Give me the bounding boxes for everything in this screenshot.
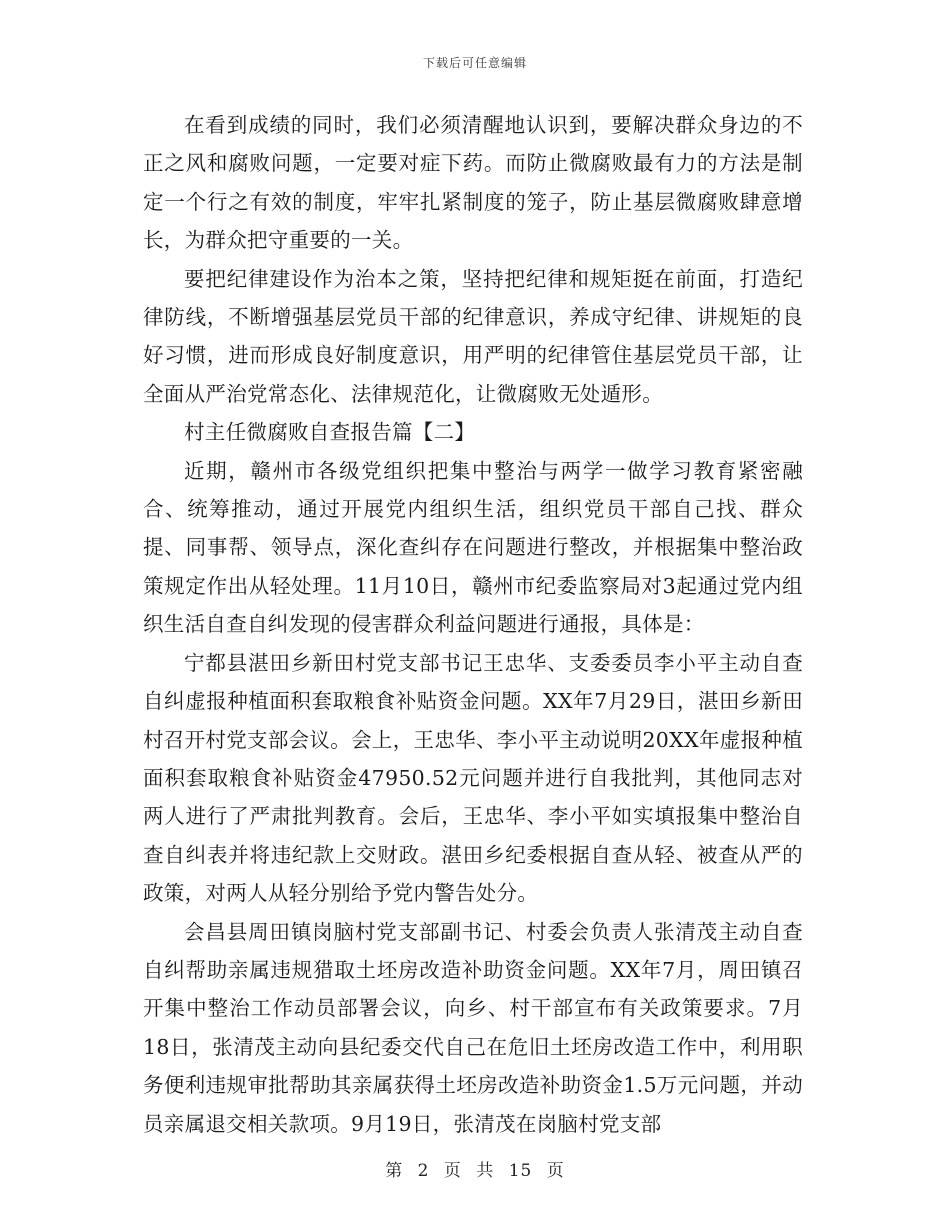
document-body bbox=[143, 106, 803, 1143]
page-header-note: 下载后可任意编辑 bbox=[422, 56, 527, 70]
paragraph-1: 在看到成绩的同时，我们必须清醒地认识到，要解决群众身边的不正之风和腐败问题，一定要对症下药。而防止微腐败最有力的方法是制定一个行之有效的制度，牢牢扎紧制度的笼子，防止基层微腐败肆意增长，为群众把守重要的一关。 bbox=[143, 113, 803, 253]
footer-page-word: 页 bbox=[443, 1161, 462, 1181]
paragraph-3: 近期，赣州市各级党组织把集中整治与两学一做学习教育紧密融合、统筹推动，通过开展党内组织生活，组织党员干部自己找、群众提、同事帮、领导点，深化查纠存在问题进行整改，并根据集中整治政策规定作出从轻处理。11月10日，赣州市纪委监察局对3起通过党内组织生活自查自纠发现的侵害群众利益问题进行通报，具体是： bbox=[143, 458, 803, 637]
page-footer bbox=[0, 1156, 950, 1181]
paragraph-2: 要把纪律建设作为治本之策，坚持把纪律和规矩挺在前面，打造纪律防线，不断增强基层党员干部的纪律意识，养成守纪律、讲规矩的良好习惯，进而形成良好制度意识，用严明的纪律管住基层党员干部，让全面从严治党常态化、法律规范化，让微腐败无处遁形。 bbox=[143, 266, 803, 406]
total-pages-number: 15 bbox=[508, 1161, 533, 1181]
footer-suffix: 页 bbox=[546, 1161, 565, 1181]
current-page-number: 2 bbox=[417, 1161, 430, 1181]
footer-total-word: 共 bbox=[476, 1161, 495, 1181]
paragraph-4: 宁都县湛田乡新田村党支部书记王忠华、支委委员李小平主动自查自纠虚报种植面积套取粮食补贴资金问题。XX年7月29日，湛田乡新田村召开村党支部会议。会上，王忠华、李小平主动说明20XX年虚报种植面积套取粮食补贴资金47950.52元问题并进行自我批判，其他同志对两人进行了严肃批判教育。会后，王忠华、李小平如实填报集中整治自查自纠表并将违纪款上交财政。湛田乡纪委根据自查从轻、被查从严的政策，对两人从轻分别给予党内警告处分。 bbox=[143, 650, 803, 906]
paragraph-5: 会昌县周田镇岗脑村党支部副书记、村委会负责人张清茂主动自查自纠帮助亲属违规猎取土坯房改造补助资金问题。XX年7月，周田镇召开集中整治工作动员部署会议，向乡、村干部宣布有关政策要求。7月18日，张清茂主动向县纪委交代自己在危旧土坯房改造工作中，利用职务便利违规审批帮助其亲属获得土坯房改造补助资金1.5万元问题，并动员亲属退交相关款项。9月19日，张清茂在岗脑村党支部 bbox=[143, 919, 803, 1136]
section-heading: 村主任微腐败自查报告篇【二】 bbox=[184, 420, 476, 445]
footer-prefix: 第 bbox=[385, 1161, 404, 1181]
